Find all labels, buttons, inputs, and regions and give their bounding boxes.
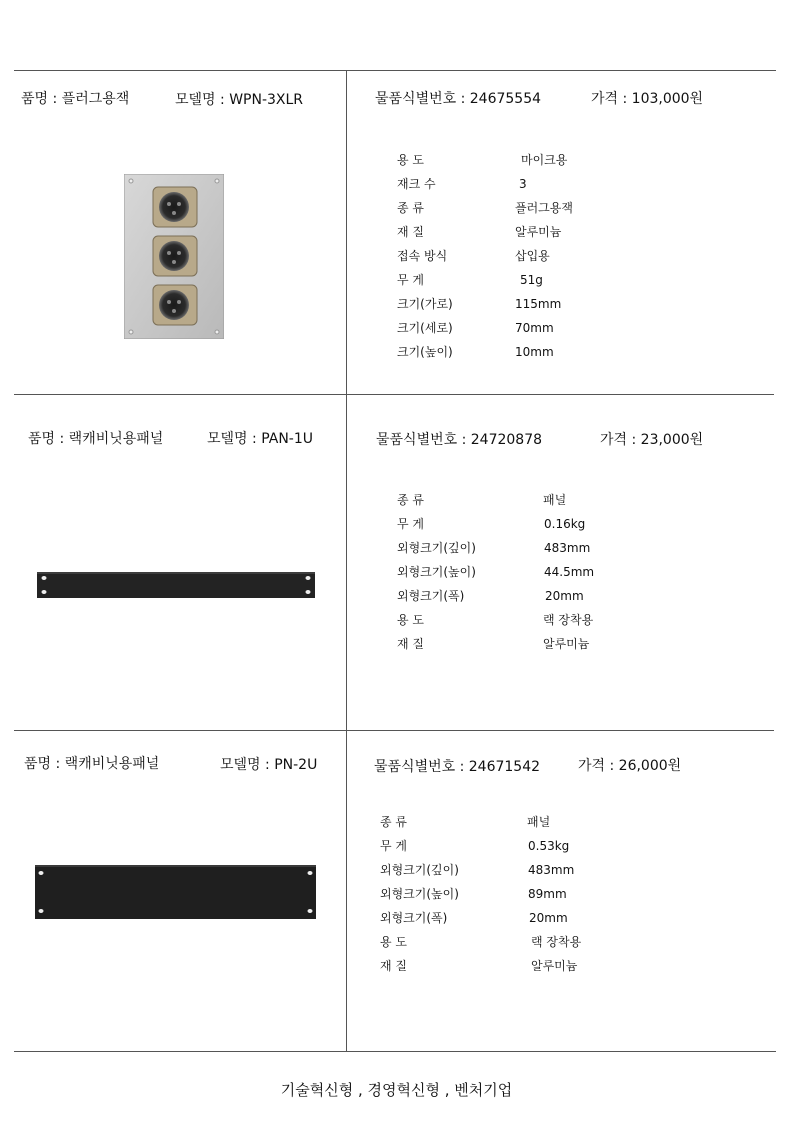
xlr-plug-plate-icon: [124, 174, 224, 339]
spec-value: 알루미늄: [515, 225, 562, 239]
spec-row: [380, 815, 551, 829]
spec-value: 패널: [527, 815, 551, 829]
spec-value: 20mm: [529, 911, 568, 925]
product-name: 품명 : 플러그용잭: [21, 91, 130, 107]
spec-key: 용 도: [380, 935, 407, 949]
spec-key: 접속 방식: [397, 249, 448, 263]
product-id: 물품식별번호 : 24675554: [375, 91, 542, 107]
product-name: 품명 : 랙캐비닛용패널: [28, 431, 164, 447]
spec-row: [397, 273, 543, 287]
spec-row: [397, 493, 567, 507]
spec-row: [380, 863, 575, 877]
top-rule: [14, 70, 776, 71]
spec-value: 89mm: [528, 887, 567, 901]
spec-key: 외형크기(높이): [380, 887, 459, 901]
spec-row: [397, 249, 550, 263]
spec-key: 재 질: [397, 637, 424, 651]
product-model: 모델명 : WPN-3XLR: [175, 92, 304, 108]
spec-row: [397, 589, 584, 603]
column-divider: [346, 70, 347, 1051]
spec-key: 무 게: [397, 273, 424, 287]
spec-key: 무 게: [380, 839, 407, 853]
spec-key: 무 게: [397, 517, 424, 531]
rack-panel-1u-icon: [37, 572, 315, 598]
spec-row: [380, 911, 568, 925]
spec-key: 용 도: [397, 153, 424, 167]
spec-key: 외형크기(높이): [397, 565, 476, 579]
product-model: 모델명 : PAN-1U: [207, 431, 313, 447]
spec-key: 재 질: [380, 959, 407, 973]
spec-row: [397, 153, 568, 167]
spec-row: [397, 297, 562, 311]
bottom-rule: [14, 1051, 776, 1052]
spec-key: 외형크기(폭): [380, 911, 448, 925]
spec-key: 크기(높이): [397, 345, 453, 359]
spec-value: 483mm: [544, 541, 591, 555]
spec-value: 패널: [543, 493, 567, 507]
spec-value: 115mm: [515, 297, 562, 311]
spec-key: 재 질: [397, 225, 424, 239]
spec-value: 플러그용잭: [515, 201, 573, 215]
spec-value: 알루미늄: [531, 959, 578, 973]
spec-row: [397, 637, 590, 651]
spec-row: [380, 887, 567, 901]
row-divider-1: [14, 394, 774, 395]
spec-value: 0.53kg: [528, 839, 570, 853]
spec-value: 10mm: [515, 345, 554, 359]
row-divider-2: [14, 730, 774, 731]
product-price: 가격 : 23,000원: [600, 432, 704, 448]
rack-panel-2u-icon: [35, 865, 316, 919]
spec-row: [397, 565, 595, 579]
spec-value: 랙 장착용: [543, 613, 594, 627]
spec-value: 삽입용: [515, 249, 550, 263]
spec-row: [397, 321, 554, 335]
product-id: 물품식별번호 : 24720878: [376, 432, 543, 448]
product-price: 가격 : 26,000원: [578, 758, 682, 774]
spec-value: 알루미늄: [543, 637, 590, 651]
product-name: 품명 : 랙캐비닛용패널: [24, 756, 160, 772]
spec-row: [380, 959, 578, 973]
spec-key: 용 도: [397, 613, 424, 627]
spec-row: [397, 201, 573, 215]
spec-value: 0.16kg: [544, 517, 586, 531]
spec-row: [397, 517, 586, 531]
spec-key: 외형크기(폭): [397, 589, 465, 603]
spec-value: 3: [519, 177, 527, 191]
spec-key: 재크 수: [397, 177, 436, 191]
spec-value: 20mm: [545, 589, 584, 603]
spec-value: 마이크용: [521, 153, 568, 167]
spec-key: 크기(세로): [397, 321, 453, 335]
spec-key: 종 류: [397, 201, 424, 215]
product-model: 모델명 : PN-2U: [220, 757, 318, 773]
product-id: 물품식별번호 : 24671542: [374, 759, 541, 775]
spec-value: 51g: [520, 273, 543, 287]
spec-row: [397, 541, 591, 555]
spec-row: [397, 177, 527, 191]
spec-row: [397, 345, 554, 359]
footer-certifications: 기술혁신형 , 경영혁신형 , 벤처기업: [280, 1081, 513, 1099]
spec-value: 44.5mm: [544, 565, 595, 579]
spec-key: 종 류: [380, 815, 407, 829]
spec-value: 483mm: [528, 863, 575, 877]
spec-value: 70mm: [515, 321, 554, 335]
spec-row: [380, 935, 582, 949]
spec-row: [380, 839, 570, 853]
spec-key: 외형크기(깊이): [397, 541, 476, 555]
spec-key: 크기(가로): [397, 297, 453, 311]
spec-value: 랙 장착용: [531, 935, 582, 949]
spec-key: 외형크기(깊이): [380, 863, 459, 877]
spec-row: [397, 613, 594, 627]
product-price: 가격 : 103,000원: [591, 91, 704, 107]
spec-key: 종 류: [397, 493, 424, 507]
spec-row: [397, 225, 562, 239]
